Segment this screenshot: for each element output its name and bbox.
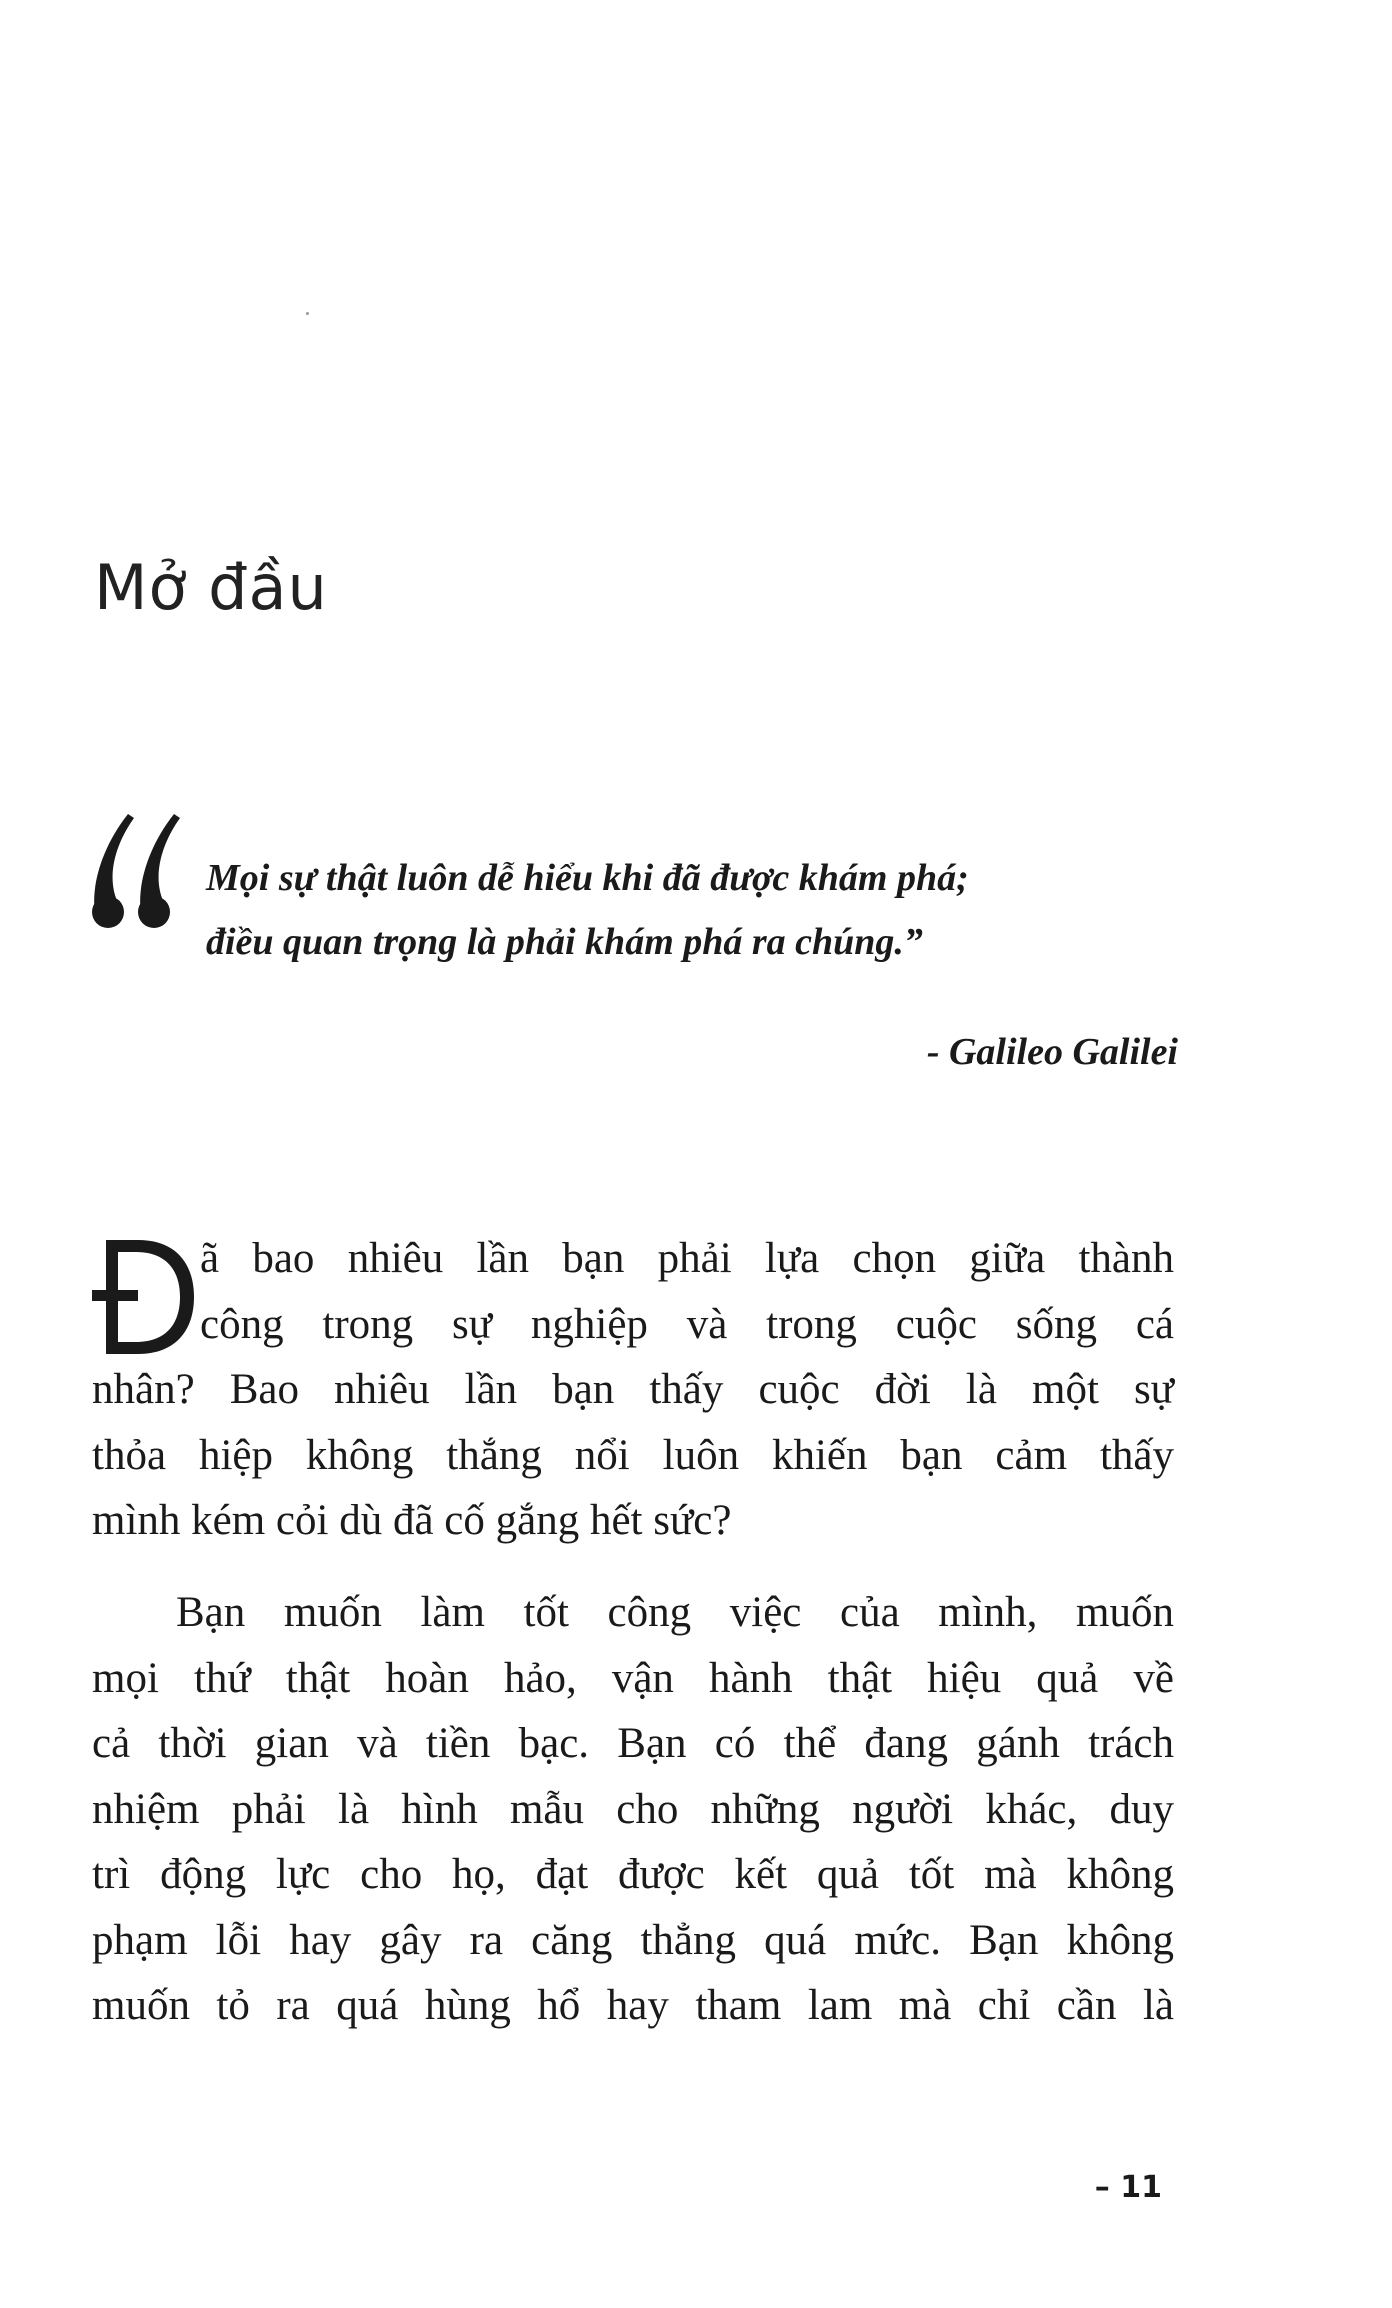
paragraph-line: Bạn muốn làm tốt công việc của mình, muốn [176, 1589, 1174, 1636]
page-number: – 11 [1094, 2170, 1162, 2205]
epigraph-line: điều quan trọng là phải khám phá ra chúng.” [206, 921, 923, 963]
paragraph-line: phạm lỗi hay gây ra căng thẳng quá mức. Bạn không [92, 1916, 1174, 1964]
paragraph-line: nhiệm phải là hình mẫu cho những người khác, duy [92, 1785, 1174, 1833]
paragraph-2 [92, 1580, 1174, 2039]
quote-mark-icon [88, 806, 184, 932]
paragraph-line: mọi thứ thật hoàn hảo, vận hành thật hiệu quả về [92, 1654, 1174, 1702]
paragraph-line: nhân? Bao nhiêu lần bạn thấy cuộc đời là một sự [92, 1366, 1174, 1413]
paragraph-line: ã bao nhiêu lần bạn phải lựa chọn giữa thành [200, 1235, 1174, 1282]
epigraph-attribution: - Galileo Galilei [926, 1031, 1178, 1073]
epigraph-quote [206, 846, 1206, 974]
paragraph-line: muốn tỏ ra quá hùng hổ hay tham lam mà chỉ cần là [92, 1982, 1174, 2029]
paragraph-1 [92, 1226, 1174, 1554]
paper-speck [306, 312, 309, 315]
paragraph-line: thỏa hiệp không thắng nổi luôn khiến bạn cảm thấy [92, 1431, 1174, 1479]
paragraph-line: công trong sự nghiệp và trong cuộc sống cá [200, 1300, 1174, 1348]
chapter-title: Mở đầu [94, 551, 328, 624]
paragraph-line: mình kém cỏi dù đã cố gắng hết sức? [92, 1497, 732, 1544]
paragraph-line: trì động lực cho họ, đạt được kết quả tốt mà không [92, 1851, 1174, 1898]
paragraph-line: cả thời gian và tiền bạc. Bạn có thể đang gánh trách [92, 1720, 1174, 1767]
epigraph-line: Mọi sự thật luôn dễ hiểu khi đã được khám phá; [206, 857, 969, 899]
